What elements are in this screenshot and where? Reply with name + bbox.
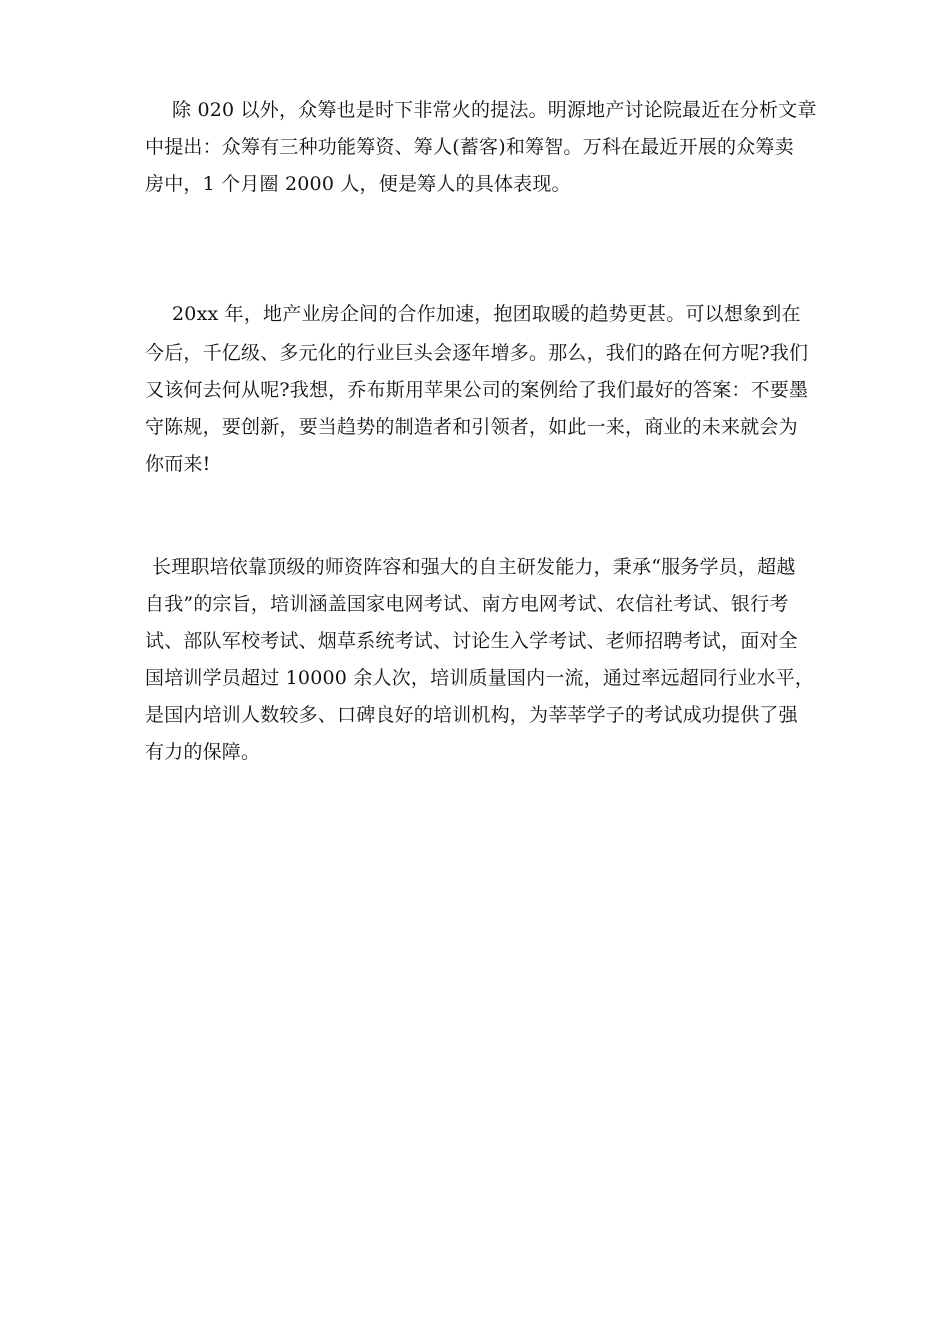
paragraph-3-line-3: 试、部队军校考试、烟草系统考试、讨论生入学考试、老师招聘考试，面对全 (145, 630, 798, 652)
paragraph-2-line-4: 守陈规，要创新，要当趋势的制造者和引领者，如此一来，商业的未来就会为 (145, 416, 798, 438)
paragraph-3-line-2: 自我”的宗旨，培训涵盖国家电网考试、南方电网考试、农信社考试、银行考 (145, 593, 789, 615)
paragraph-1-line-3: 房中，1 个月圈 2000 人，便是筹人的具体表现。 (145, 173, 571, 195)
paragraph-2-line-5: 你而来! (145, 453, 211, 475)
paragraph-1-line-2: 中提出：众筹有三种功能筹资、筹人(蓄客)和筹智。万科在最近开展的众筹卖 (145, 136, 794, 158)
paragraph-3-line-5: 是国内培训人数较多、口碑良好的培训机构，为莘莘学子的考试成功提供了强 (145, 704, 798, 726)
paragraph-3-line-6: 有力的保障。 (145, 741, 261, 763)
paragraph-2-line-2: 今后，千亿级、多元化的行业巨头会逐年增多。那么，我们的路在何方呢?我们 (145, 342, 809, 364)
paragraph-2-line-1: 20xx 年，地产业房企间的合作加速，抱团取暖的趋势更甚。可以想象到在 (172, 303, 801, 325)
paragraph-1-line-1: 除 020 以外，众筹也是时下非常火的提法。明源地产讨论院最近在分析文章 (172, 99, 817, 121)
paragraph-3-line-4: 国培训学员超过 10000 余人次，培训质量国内一流，通过率远超同行业水平， (145, 667, 815, 689)
paragraph-2-line-3: 又该何去何从呢?我想，乔布斯用苹果公司的案例给了我们最好的答案：不要墨 (145, 379, 809, 401)
paragraph-3-line-1: 长理职培依靠顶级的师资阵容和强大的自主研发能力，秉承“服务学员，超越 (152, 556, 796, 578)
